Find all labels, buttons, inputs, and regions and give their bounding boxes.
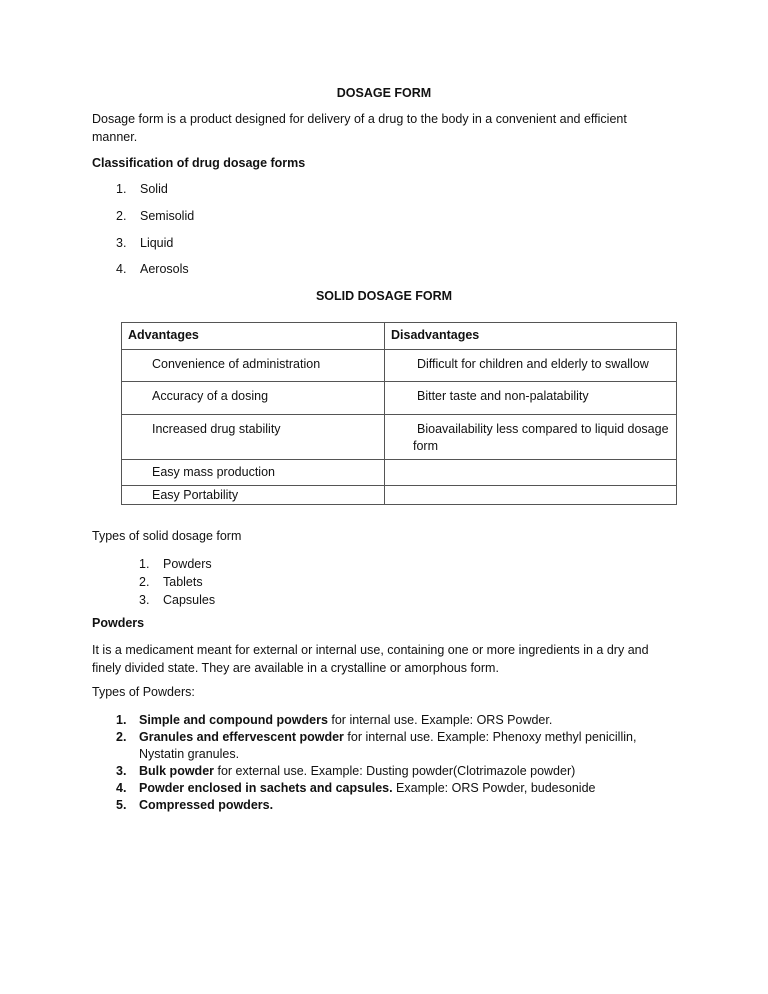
disadvantages-header: Disadvantages [385,323,677,350]
table-row [122,350,677,382]
table-row [122,415,677,460]
powder-types-heading: Types of Powders: [92,685,195,699]
powders-definition: It is a medicament meant for external or internal use, containing one or more ingredients in a dry and finely divided state. They are available in a crystalline or amorphous form. [92,643,649,675]
advantage-cell: Increased drug stability [152,422,281,436]
powder-types-list [116,712,676,814]
advantages-table [121,322,677,505]
list-item: 4. Powder enclosed in sachets and capsules. Example: ORS Powder, budesonide [116,781,596,795]
classification-heading: Classification of drug dosage forms [92,156,306,170]
advantage-cell: Easy mass production [152,465,275,479]
disadvantage-cell [385,460,676,466]
powders-heading: Powders [92,616,145,630]
list-item: 2. Granules and effervescent powder for internal use. Example: Phenoxy methyl penicillin, Nystatin granules. [116,730,637,761]
disadvantage-cell: Difficult for children and elderly to swallow [417,357,649,371]
solid-types-heading: Types of solid dosage form [92,529,242,543]
list-item: 3. Bulk powder for external use. Example: Dusting powder(Clotrimazole powder) [116,764,576,778]
table-row [122,486,677,505]
solid-dosage-heading: SOLID DOSAGE FORM [315,289,453,303]
table-row [122,382,677,415]
document-page: DOSAGE FORM Dosage form is a product designed for delivery of a drug to the body in a convenient and efficient manner. Classification of drug dosage forms 1. Solid 2. Semisolid 3. Liquid 4. Aerosols SOLID DOSAGE FORM Advantages Disadvantages Convenience of administration Difficult for children and elderly to swallow Accuracy of a dosing Bitter taste and non-palatability Increased drug stability Bioavailability less compared to liquid dosage form Easy mass production Easy Portability Types of solid dosage form 1. Powders 2. Tablets 3. Capsules Powders It is a medicament meant for external or internal use, containing one or more ingredients in a dry and finely divided state. They are available in a crystalline or amorphous form. Types of Powders: 1. Simple and compound powders for internal use. Example: ORS Powder. 2. Granules and effervescent powder for internal use. Example: Phenoxy methyl penicillin, Nystatin granules. 3. Bulk powder for external use. Example: Dusting powder(Clotrimazole powder) 4. Powder enclosed in sachets and capsules. Example: ORS Powder, budesonide 5. Compressed powders. [0,0,768,994]
disadvantage-cell [385,486,676,492]
advantage-cell: Accuracy of a dosing [152,389,269,403]
list-item: 1. Simple and compound powders for internal use. Example: ORS Powder. [116,713,553,727]
list-item: 5. Compressed powders. [116,798,274,812]
table-row [122,460,677,486]
page-title: DOSAGE FORM [336,86,432,100]
advantages-header: Advantages [122,323,385,350]
table-header-row [122,323,677,350]
disadvantage-cell: Bitter taste and non-palatability [417,389,589,403]
advantage-cell: Convenience of administration [152,357,321,371]
intro-paragraph: Dosage form is a product designed for delivery of a drug to the body in a convenient and efficient manner. [92,112,627,144]
advantage-cell: Easy Portability [152,488,239,502]
disadvantage-cell: Bioavailability less compared to liquid dosage form [413,422,669,453]
